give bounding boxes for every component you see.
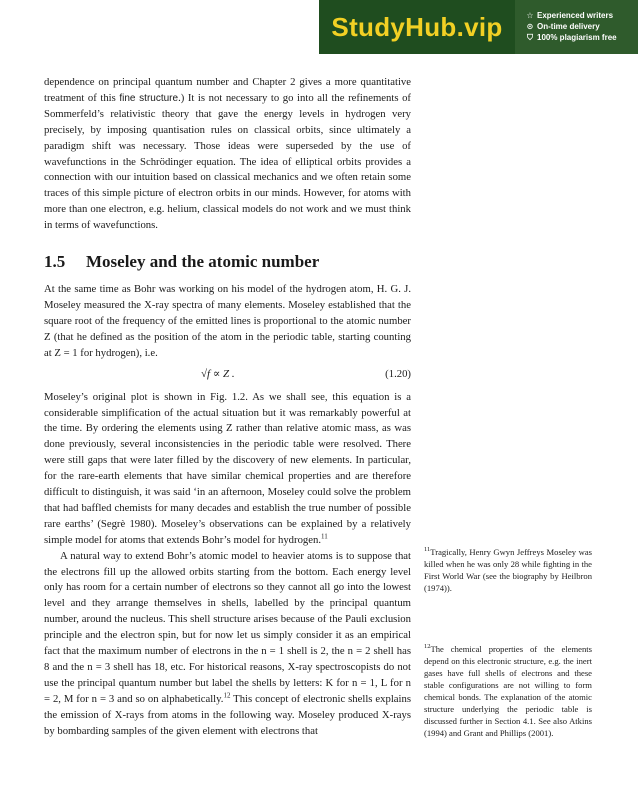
- feature-experienced-writers: [525, 11, 638, 20]
- banner-features: [515, 0, 638, 54]
- equation-1-20: [44, 364, 411, 386]
- footnote-ref-12[interactable]: 12: [223, 691, 231, 700]
- paragraph-shells: A natural way to extend Bohr’s atomic model to heavier atoms is to suppose that the electrons fill up the allowed orbits starting from the bottom. Each energy level only has room for a certain number of electrons so they cannot all go into the lowest level and they arrange themselves in shells, labelled by the principal quantum number, around the nucleus. This shell structure arises because of the Pauli exclusion principle and the electron spin, but for now let us simply consider it as an empirical fact that the maximum number of electrons in the n = 1 shell is 2, the n = 2 shell has 8 and the n = 3 shell has 18, etc. For historical reasons, X-ray spectroscopists do not use the principal quantum number but label the shells by letters: K for n = 1, L for n = 2, M for n = 3 and so on alphabetically.$^{12}$ This concept of electronic shells explains the emission of X-rays from atoms in the following way. Moseley produced X-rays by bombarding samples of the given element with electrons that: [44, 549, 411, 737]
- feature-plagiarism-free: [525, 33, 638, 43]
- feature-label: Experienced writers: [537, 11, 614, 20]
- paragraph-intro: dependence on principal quantum number and Chapter 2 gives a more quantitative treatment of this fine structure.) It is not necessary to go into all the refinements of Sommerfeld’s relativistic theory that gave the energy levels in hydrogen very precisely, by imposing quantisation rules on classical orbits, since ultimately a paradigm shift was necessary. Those ideas were superseded by the use of wavefunctions in the Schrödinger equation. The idea of elliptical orbits provides a connection with our intuition based on classical mechanics and we often retain some traces of this simple picture of electron orbits in our minds. However, for atoms with more than one electron, e.g. helium, classical models do not work and we must think in terms of wavefunctions.: [44, 76, 411, 232]
- sidenote-text: Tragically, Henry Gwyn Jeffreys Moseley was killed when he was only 28 while fighting in the First World War (see the biography by Heilbron (1974)).: [424, 547, 592, 593]
- equation-expression: √f ∝ Z .: [201, 367, 235, 380]
- sidenote-11: [424, 546, 592, 594]
- brand-logo[interactable]: StudyHub.vip: [319, 0, 515, 54]
- equation-number: (1.20): [385, 367, 411, 380]
- clock-icon: ⊙: [526, 22, 534, 31]
- paragraph-moseley: At the same time as Bohr was working on his model of the hydrogen atom, H. G. J. Moseley measured the X-ray spectra of many elements. Moseley established that the square root of the frequency of the emitted lines is proportional to the atomic number Z (that he defined as the position of the atom in the periodic table, starting counting at Z = 1 for hydrogen), i.e.: [44, 283, 411, 359]
- shield-icon: ⛉: [527, 33, 533, 42]
- section-number: 1.5: [44, 252, 66, 272]
- fine-structure-term: fine structure: [119, 92, 179, 104]
- footnote-ref-11[interactable]: 11: [321, 532, 328, 541]
- feature-on-time-delivery: [525, 22, 638, 31]
- sidenote-marker: 12: [424, 643, 431, 651]
- sidenote-text: The chemical properties of the elements depend on this electronic structure, e.g. the inert gases have full shells of electrons and these stable configurations are not willing to form chemical bonds. The explanation of the atomic structure underlying the periodic table is discussed further in Section 4.1. See also Atkins (1994) and Grant and Phillips (2001).: [424, 644, 592, 738]
- sidenote-marker: 11: [424, 546, 431, 554]
- ad-banner[interactable]: [319, 0, 638, 54]
- feature-label: 100% plagiarism free: [537, 33, 617, 42]
- section-title: Moseley and the atomic number: [86, 252, 320, 272]
- main-text-column: [44, 75, 411, 740]
- paragraph-original-plot: Moseley’s original plot is shown in Fig. 1.2. As we shall see, this equation is a considerable simplification of the actual situation but it was remarkably powerful at the time. By ordering the elements using Z rather than relative atomic mass, as was done previously, several inconsistencies in the periodic table were resolved. There were still gaps that were later filled by the discovery of new elements. In particular, for the rare-earth elements that have similar chemical properties and are therefore difficult to distinguish, it was said ‘in an afternoon, Moseley could solve the problem that had baffled chemists for many decades and establish the true number of possible rare earths’ (Segrè 1980). Moseley’s observations can be explained by a relatively simple model for atoms that extends Bohr’s model for hydrogen.$^{11}$: [44, 390, 411, 546]
- section-heading: [44, 252, 411, 272]
- star-icon: ☆: [526, 11, 534, 20]
- feature-label: On-time delivery: [537, 22, 600, 31]
- sidenote-12: [424, 643, 592, 739]
